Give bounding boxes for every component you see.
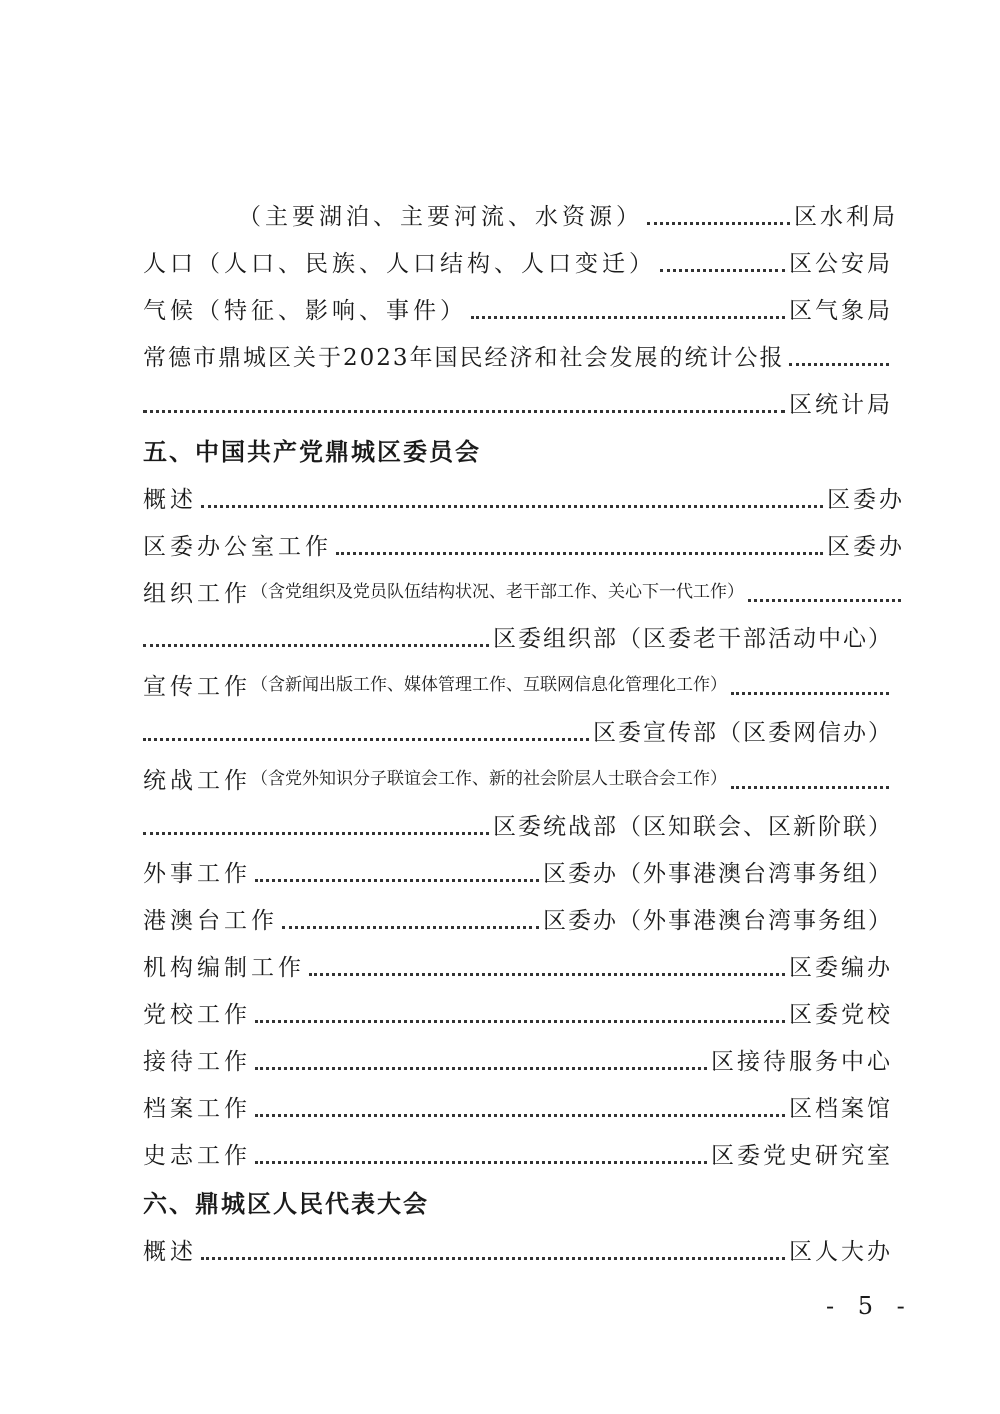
toc-line [143, 1231, 893, 1267]
toc-line [143, 666, 893, 702]
toc-item: 组织工作 [143, 581, 251, 607]
toc-item: （主要湖泊、主要河流、水资源） [238, 204, 643, 230]
dot-leader [731, 786, 889, 789]
dot-leader [282, 926, 539, 929]
toc-item: 概述 [143, 1239, 197, 1265]
toc-item: 港澳台工作 [143, 908, 278, 934]
toc-line-statistics-dept [143, 384, 893, 420]
toc-line [143, 1135, 893, 1171]
toc-item: 常德市鼎城区关于2023年国民经济和社会发展的统计公报 [143, 345, 785, 371]
dot-leader [789, 363, 889, 366]
toc-line [143, 760, 893, 796]
toc-dept: 区委组织部（区委老干部活动中心） [493, 626, 893, 652]
toc-item: 区委办公室工作 [143, 534, 332, 560]
dot-leader [748, 599, 901, 602]
toc-dept: 区委党校 [789, 1002, 893, 1028]
toc-note: （含新闻出版工作、媒体管理工作、互联网信息化管理化工作） [251, 675, 727, 695]
toc-line [143, 526, 905, 562]
section-heading: 六、鼎城区人民代表大会 [143, 1190, 429, 1218]
toc-line-statistics-bulletin [143, 337, 893, 373]
toc-item: 机构编制工作 [143, 955, 305, 981]
toc-line [143, 712, 893, 748]
dot-leader [731, 692, 889, 695]
toc-line [143, 900, 893, 936]
toc-line-climate [143, 290, 893, 326]
toc-line [143, 947, 893, 983]
toc-item: 宣传工作 [143, 674, 251, 700]
toc-dept: 区人大办 [789, 1239, 893, 1265]
toc-item: 概述 [143, 487, 197, 513]
toc-line [143, 479, 905, 515]
toc-item: 人口（人口、民族、人口结构、人口变迁） [143, 251, 656, 277]
toc-item: 统战工作 [143, 768, 251, 794]
toc-dept: 区委宣传部（区委网信办） [593, 720, 893, 746]
toc-dept: 区档案馆 [789, 1096, 893, 1122]
dot-leader [255, 1067, 707, 1070]
dot-leader [143, 832, 489, 835]
dot-leader [201, 505, 823, 508]
toc-line [143, 853, 893, 889]
toc-dept: 区委编办 [789, 955, 893, 981]
dot-leader [255, 1020, 785, 1023]
toc-item: 气候（特征、影响、事件） [143, 298, 467, 324]
toc-dept: 区水利局 [794, 204, 898, 230]
toc-item: 党校工作 [143, 1002, 251, 1028]
toc-line [143, 994, 893, 1030]
toc-dept: 区委统战部（区知联会、区新阶联） [493, 814, 893, 840]
toc-dept: 区统计局 [789, 392, 893, 418]
toc-item: 史志工作 [143, 1143, 251, 1169]
toc-line [143, 806, 893, 842]
dot-leader [143, 644, 489, 647]
section-heading: 五、中国共产党鼎城区委员会 [143, 438, 481, 466]
toc-note: （含党组织及党员队伍结构状况、老干部工作、关心下一代工作） [251, 582, 744, 602]
toc-item: 外事工作 [143, 861, 251, 887]
toc-dept: 区委办 [827, 534, 905, 560]
toc-note: （含党外知识分子联谊会工作、新的社会阶层人士联合会工作） [251, 769, 727, 789]
dot-leader [143, 410, 785, 413]
dot-leader [471, 316, 785, 319]
toc-item: 档案工作 [143, 1096, 251, 1122]
page-number: - 5 - [826, 1292, 913, 1320]
toc-line [143, 1088, 893, 1124]
toc-dept: 区委办（外事港澳台湾事务组） [543, 908, 893, 934]
toc-line [143, 618, 893, 654]
dot-leader [336, 552, 823, 555]
dot-leader [201, 1257, 785, 1260]
toc-dept: 区委党史研究室 [711, 1143, 893, 1169]
toc-item: 接待工作 [143, 1049, 251, 1075]
toc-dept: 区委办（外事港澳台湾事务组） [543, 861, 893, 887]
dot-leader [255, 1114, 785, 1117]
toc-dept: 区接待服务中心 [711, 1049, 893, 1075]
toc-line [143, 1041, 893, 1077]
dot-leader [660, 269, 785, 272]
toc-dept: 区气象局 [789, 298, 893, 324]
toc-dept: 区委办 [827, 487, 905, 513]
dot-leader [255, 879, 539, 882]
toc-line-water-resources [238, 196, 898, 232]
dot-leader [309, 973, 785, 976]
dot-leader [647, 222, 790, 225]
dot-leader [255, 1161, 707, 1164]
toc-dept: 区公安局 [789, 251, 893, 277]
toc-line-population [143, 243, 893, 279]
toc-line [143, 573, 905, 609]
dot-leader [143, 738, 589, 741]
